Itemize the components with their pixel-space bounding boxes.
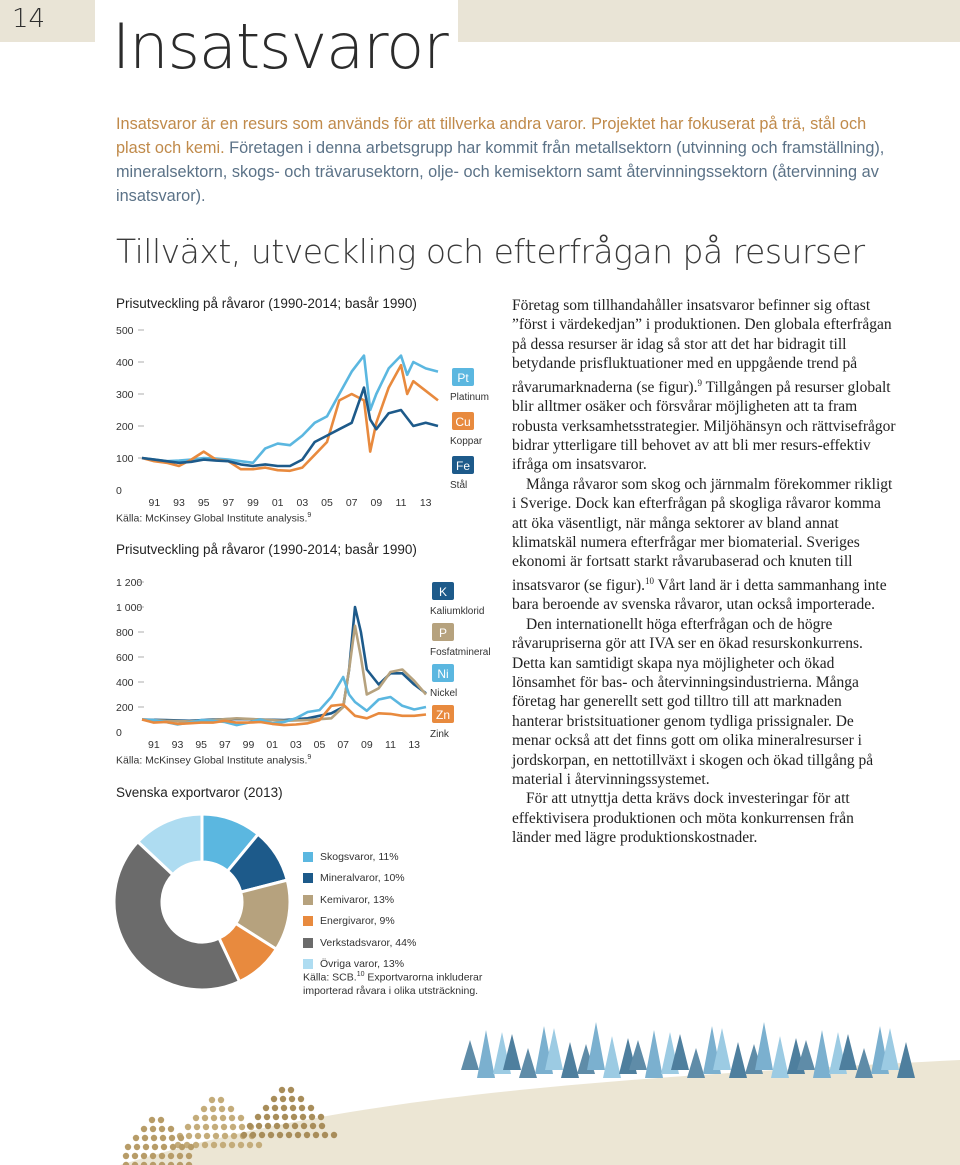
x-tick-label: 95 [195, 739, 208, 751]
x-tick-label: 05 [313, 739, 326, 751]
y-tick-label: 1 200 [116, 577, 143, 589]
legend-symbol: Pt [457, 371, 469, 385]
legend-label: Koppar [450, 436, 483, 447]
x-tick-label: 11 [395, 497, 407, 509]
intro-paragraph [116, 112, 896, 208]
pile-dot [265, 1123, 271, 1129]
page-number: 14 [12, 4, 46, 34]
legend-symbol: K [438, 585, 448, 599]
chart1-line-chart [108, 318, 498, 528]
pile-dot [188, 1144, 194, 1150]
pile-dot [229, 1115, 235, 1121]
tree-icon [603, 1036, 621, 1078]
pile-dot [268, 1132, 274, 1138]
body-paragraph-1: Företag som tillhandahåller insatsvaror befinner sig oftast ”först i värdekedjan” i produktionen. Den globala efterfrågan på dessa resurser är idag så stor att det har bidragit till betydande prisfluktuationer med en uppgående trend på råvarumarknaderna (se figur).$^9$ Tillgången på resurser globalt blir alltmer osäker och försvårar möjligheten att ta fram robusta verksamhetsstrategier. Miljöhänsyn och rättvisefrågor bidrar ytterligare till behovet av att bli mer resurs-effektiv ifråga om insatsvaror. [512, 297, 896, 474]
pie-legend-label: Energivaror, 9% [320, 915, 395, 928]
pile-dot [291, 1114, 297, 1120]
pile-dot [239, 1124, 245, 1130]
pile-dot [277, 1132, 283, 1138]
pile-dot [280, 1096, 286, 1102]
pie-legend-label: Verkstadsvaror, 44% [320, 936, 417, 949]
page-number-tab [0, 0, 95, 42]
pile-dot [179, 1144, 185, 1150]
pile-dot [220, 1142, 226, 1148]
y-tick-label: 100 [116, 453, 134, 465]
pile-dot [298, 1096, 304, 1102]
x-tick-label: 97 [222, 497, 235, 509]
pile-dot [201, 1106, 207, 1112]
tree-icon [855, 1048, 873, 1078]
pile-dot [286, 1132, 292, 1138]
tree-icon [587, 1022, 605, 1070]
pile-dot [150, 1126, 156, 1132]
series-line-fe [142, 388, 438, 466]
pile-dot [194, 1124, 200, 1130]
pie-legend-item [303, 868, 416, 890]
pie-legend-swatch [303, 873, 313, 883]
pie-legend-label: Skogsvaror, 11% [320, 850, 399, 863]
pile-dot [247, 1123, 253, 1129]
chart1-source: Källa: McKinsey Global Institute analysis.$^9$ [116, 512, 312, 525]
pile-dot [212, 1124, 218, 1130]
pile-dot [185, 1124, 191, 1130]
pile-dot [271, 1096, 277, 1102]
pile-dot [159, 1153, 165, 1159]
pile-dot [160, 1135, 166, 1141]
pie-legend-item [303, 846, 416, 868]
pile-dot [178, 1135, 184, 1141]
legend-label: Zink [430, 729, 449, 740]
pile-dot [170, 1144, 176, 1150]
x-tick-label: 09 [370, 497, 383, 509]
pile-dot [211, 1142, 217, 1148]
y-tick-label: 400 [116, 357, 134, 369]
x-tick-label: 99 [247, 497, 259, 509]
pile-dot [310, 1123, 316, 1129]
x-tick-label: 03 [296, 497, 309, 509]
pile-dot [158, 1117, 164, 1123]
pile-dot [195, 1133, 201, 1139]
pile-dot [274, 1123, 280, 1129]
intro-orange: Insatsvaror är en resurs som används för att tillverka andra varor. Projektet har fokuserat på trä, stål och plast och kemi. [116, 115, 867, 157]
x-tick-label: 05 [321, 497, 333, 509]
series-line-cu [142, 365, 438, 471]
x-tick-label: 93 [171, 739, 184, 751]
x-tick-label: 13 [408, 739, 421, 751]
pile-dot [209, 1097, 215, 1103]
pile-dot [161, 1144, 167, 1150]
pie-legend-swatch [303, 895, 313, 905]
body-paragraph-3: Den internationellt höga efterfrågan och de högre råvarupriserna gör att IVA ser en ökad resurskonkurrens. Detta kan samtidigt skapa nya möjligheter och ökad lönsamhet för bas- och återvinningsindustrierna. Många företag har generellt sett god tilltro till att marknaden hanterar bristsituationer genom tydliga prissignaler. De menar också att det finns gott om olika mineralresurser i jordskorpan, en nettotillväxt i skogen och ökad tillgång på material i återvinningssystemet. [512, 615, 874, 789]
legend-label: Platinum [450, 392, 489, 403]
x-tick-label: 93 [173, 497, 185, 509]
pile-dot [230, 1124, 236, 1130]
pile-dot [125, 1144, 131, 1150]
pile-dot [228, 1106, 234, 1112]
pile-dot [143, 1144, 149, 1150]
pile-dot [309, 1114, 315, 1120]
pile-dot [292, 1123, 298, 1129]
series-line-pt [142, 356, 438, 463]
y-tick-label: 200 [116, 421, 134, 433]
x-tick-label: 01 [266, 739, 279, 751]
pile-dot [241, 1132, 247, 1138]
y-tick-label: 600 [116, 652, 134, 664]
tree-icon [461, 1040, 479, 1070]
series-line-k [142, 607, 426, 721]
legend-symbol: Zn [435, 708, 451, 722]
pile-dot [259, 1132, 265, 1138]
pile-dot [152, 1144, 158, 1150]
pie-legend-item [303, 889, 416, 911]
y-tick-label: 400 [116, 677, 134, 689]
tree-icon [561, 1042, 579, 1078]
pile-dot [168, 1153, 174, 1159]
legend-symbol: Fe [455, 459, 471, 473]
pile-dot [218, 1097, 224, 1103]
pile-dot [134, 1144, 140, 1150]
pile-dot [222, 1133, 228, 1139]
pile-dot [210, 1106, 216, 1112]
pie-legend-item [303, 911, 416, 933]
tree-icon [729, 1042, 747, 1078]
pile-dot [255, 1114, 261, 1120]
pie-source: Källa: SCB.$^{10}$ Exportvarorna inkluderar importerad råvara i olika utsträckning. [303, 971, 483, 997]
legend-label: Fosfatmineral [430, 647, 491, 658]
export-donut-chart [112, 812, 292, 992]
pile-dot [193, 1115, 199, 1121]
body-text [512, 296, 896, 848]
pie-legend-swatch [303, 916, 313, 926]
pile-dot [141, 1126, 147, 1132]
pile-dot [263, 1105, 269, 1111]
pile-dot [264, 1114, 270, 1120]
pile-dot [256, 1123, 262, 1129]
pie-legend [303, 846, 416, 975]
pile-dot [151, 1135, 157, 1141]
tree-icon [687, 1048, 705, 1078]
pile-dot [256, 1142, 262, 1148]
pile-dot [132, 1153, 138, 1159]
x-tick-label: 91 [147, 739, 160, 751]
pile-dot [142, 1135, 148, 1141]
pile-dot [289, 1096, 295, 1102]
intro-blue: Företagen i denna arbetsgrupp har kommit från metallsektorn (utvinning och framställning), mineralsektorn, skogs- och trävarusektorn, olje- och kemisektorn samt återvinningssektorn (återvinning av insatsvaror). [116, 139, 885, 205]
chart1-title: Prisutveckling på råvaror (1990-2014; basår 1990) [116, 296, 417, 311]
x-tick-label: 09 [360, 739, 373, 751]
pile-dot [186, 1153, 192, 1159]
pie-legend-label: Mineralvaror, 10% [320, 872, 405, 885]
pie-title: Svenska exportvaror (2013) [116, 785, 283, 800]
y-tick-label: 200 [116, 702, 134, 714]
pile-dot [133, 1135, 139, 1141]
pile-dot [283, 1123, 289, 1129]
x-tick-label: 11 [385, 739, 396, 751]
pile-dot [238, 1142, 244, 1148]
pile-dot [301, 1123, 307, 1129]
pile-dot [295, 1132, 301, 1138]
pie-legend-swatch [303, 938, 313, 948]
pile-dot [123, 1153, 129, 1159]
pile-dot [202, 1142, 208, 1148]
pile-dot [279, 1087, 285, 1093]
body-paragraph-4: För att utnyttja detta krävs dock investeringar för att effektivisera produktionen och möta konkurrensen från länder med lägre produktionskostnader. [512, 790, 854, 847]
pile-dot [229, 1142, 235, 1148]
series-line-p [142, 626, 426, 722]
tree-icon [897, 1042, 915, 1078]
pile-dot [247, 1142, 253, 1148]
pie-legend-label: Kemivaror, 13% [320, 893, 395, 906]
pile-dot [150, 1153, 156, 1159]
pile-dot [290, 1105, 296, 1111]
x-tick-label: 01 [271, 497, 284, 509]
section-title: Tillväxt, utveckling och efterfrågan på resurser [116, 232, 865, 271]
y-tick-label: 500 [116, 325, 134, 337]
pie-legend-swatch [303, 852, 313, 862]
hill-background [120, 1060, 960, 1165]
pile-dot [272, 1105, 278, 1111]
pile-dot [231, 1133, 237, 1139]
pile-dot [282, 1114, 288, 1120]
landscape-illustration [0, 990, 960, 1165]
x-tick-label: 13 [419, 497, 432, 509]
pile-dot [331, 1132, 337, 1138]
pile-dot [308, 1105, 314, 1111]
pile-dot [186, 1133, 192, 1139]
y-tick-label: 0 [116, 485, 122, 497]
chart2-line-chart [108, 572, 498, 752]
pile-dot [319, 1123, 325, 1129]
pile-dot [219, 1106, 225, 1112]
pile-dot [213, 1133, 219, 1139]
pile-dot [149, 1117, 155, 1123]
pile-dot [177, 1153, 183, 1159]
pile-dot [159, 1126, 165, 1132]
pile-dot [169, 1135, 175, 1141]
legend-symbol: Ni [437, 667, 449, 681]
tree-icon [519, 1048, 537, 1078]
legend-label: Nickel [430, 688, 458, 699]
x-tick-label: 95 [197, 497, 210, 509]
body-paragraph-2: Många råvaror som skog och järnmalm förekommer rikligt i Sverige. Dock kan efterfrågan på skogliga råvaror komma att öka väsentligt, när många sektorer av bland annat klimatskäl numera efterfrågar mer biomaterial. Sveriges ekonomi är fortsatt starkt råvarubaserad och knuten till insatsvaror (se figur).$^{10}$ Vårt land är i detta sammanhang inte bara beroende av svenska råvaror, utan också importerade. [512, 475, 893, 614]
pile-dot [168, 1126, 174, 1132]
header-band [458, 0, 960, 42]
tree-icon [755, 1022, 773, 1070]
pile-dot [273, 1114, 279, 1120]
y-tick-label: 0 [116, 727, 122, 739]
pile-dot [211, 1115, 217, 1121]
x-tick-label: 97 [218, 739, 231, 751]
chart2-title: Prisutveckling på råvaror (1990-2014; basår 1990) [116, 542, 417, 557]
y-tick-label: 1 000 [116, 602, 143, 614]
x-tick-label: 07 [345, 497, 358, 509]
x-tick-label: 91 [148, 497, 161, 509]
chart2-source: Källa: McKinsey Global Institute analysis.$^9$ [116, 754, 312, 767]
pile-dot [238, 1115, 244, 1121]
pile-dot [322, 1132, 328, 1138]
x-tick-label: 07 [337, 739, 350, 751]
legend-symbol: Cu [455, 415, 471, 429]
y-tick-label: 300 [116, 389, 134, 401]
pile-dot [220, 1115, 226, 1121]
pile-dot [202, 1115, 208, 1121]
x-tick-label: 03 [289, 739, 302, 751]
pile-dot [300, 1114, 306, 1120]
pile-dot [204, 1133, 210, 1139]
y-tick-label: 800 [116, 627, 134, 639]
pile-dot [281, 1105, 287, 1111]
pile-dot [141, 1153, 147, 1159]
legend-label: Kaliumklorid [430, 606, 485, 617]
page-title: Insatsvaror [112, 10, 448, 83]
pile-dot [304, 1132, 310, 1138]
pile-dot [313, 1132, 319, 1138]
pie-legend-item [303, 932, 416, 954]
pile-dot [203, 1124, 209, 1130]
pile-dot [250, 1132, 256, 1138]
legend-symbol: P [438, 626, 448, 640]
pile-dot [318, 1114, 324, 1120]
pile-dot [288, 1087, 294, 1093]
tree-icon [771, 1036, 789, 1078]
pile-dot [299, 1105, 305, 1111]
tree-icon [477, 1030, 495, 1078]
series-line-ni [142, 677, 426, 725]
legend-label: Stål [450, 480, 468, 491]
tree-icon [645, 1030, 663, 1078]
pie-legend-label: Övriga varor, 13% [320, 958, 405, 971]
pile-dot [221, 1124, 227, 1130]
x-tick-label: 99 [242, 739, 255, 751]
tree-icon [813, 1030, 831, 1078]
